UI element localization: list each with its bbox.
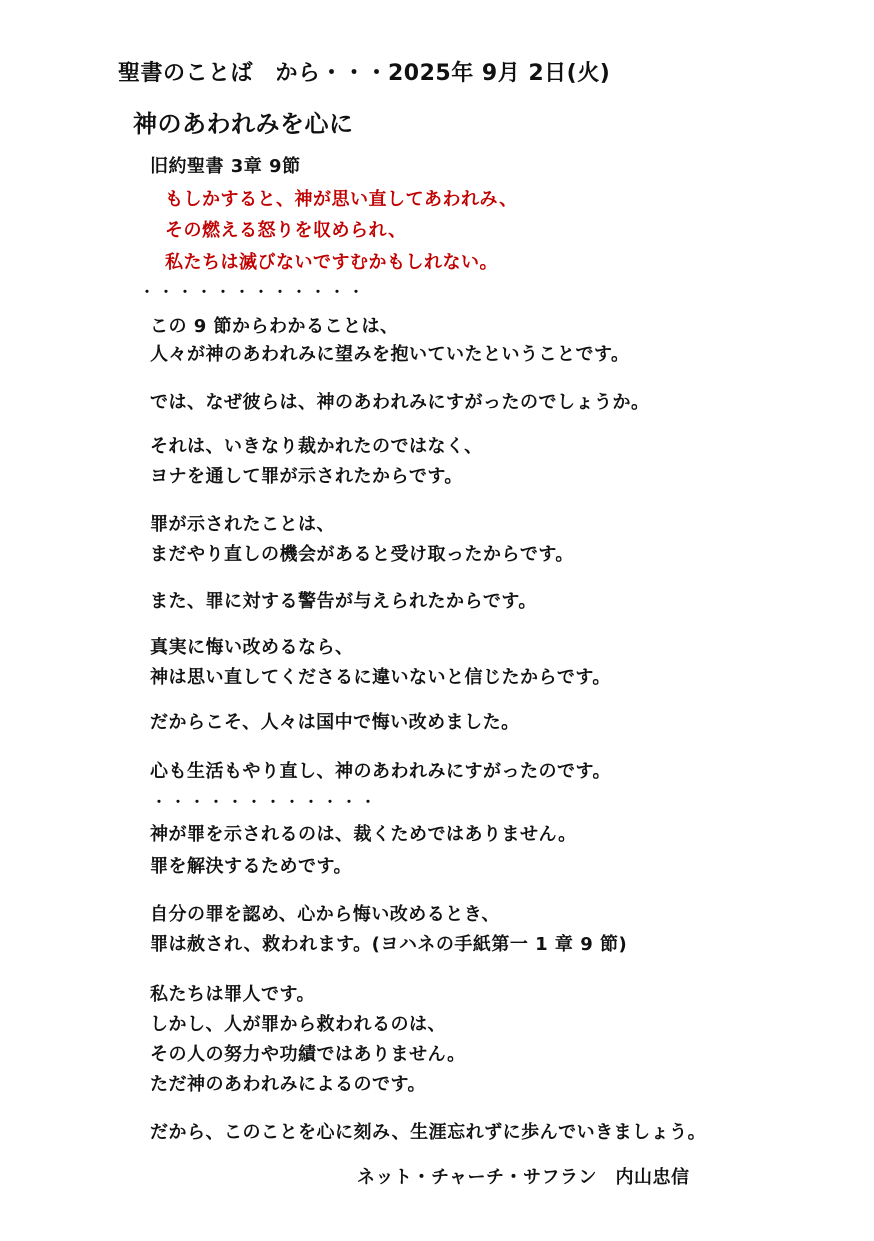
body-line: 神は思い直してくださるに違いないと信じたからです。 (150, 667, 611, 688)
body-line: この 9 節からわかることは、 (150, 316, 399, 337)
document-header: 聖書のことば から・・・2025年 9月 2日(火) (118, 61, 611, 86)
scripture-verse-line: その燃える怒りを収められ、 (165, 220, 407, 241)
body-line: 人々が神のあわれみに望みを抱いていたということです。 (150, 344, 630, 365)
body-line: しかし、人が罪から救われるのは、 (150, 1014, 446, 1035)
separator-dots: ・・・・・・・・・・・・ (140, 285, 368, 301)
scripture-verse-line: 私たちは滅びないですむかもしれない。 (165, 252, 498, 273)
body-line: 罪を解決するためです。 (150, 856, 353, 877)
body-line: ただ神のあわれみによるのです。 (150, 1074, 427, 1095)
body-line: 自分の罪を認め、心から悔い改めるとき、 (150, 904, 501, 925)
scripture-verse-line: もしかすると、神が思い直してあわれみ、 (165, 189, 518, 210)
scripture-reference: 旧約聖書 3章 9節 (150, 156, 301, 177)
body-line: 罪は赦され、救われます。(ヨハネの手紙第一 1 章 9 節) (150, 934, 628, 955)
body-line: だからこそ、人々は国中で悔い改めました。 (150, 712, 520, 733)
separator-dots: ・・・・・・・・・・・・ (152, 795, 380, 811)
body-line: 心も生活もやり直し、神のあわれみにすがったのです。 (150, 761, 612, 782)
signature: ネット・チャーチ・サフラン 内山忠信 (357, 1167, 690, 1188)
body-line: 私たちは罪人です。 (150, 984, 316, 1005)
document-title: 神のあわれみを心に (133, 110, 354, 138)
body-line: 真実に悔い改めるなら、 (150, 637, 354, 658)
body-line: 神が罪を示されるのは、裁くためではありません。 (150, 824, 577, 845)
body-line: ヨナを通して罪が示されたからです。 (150, 466, 463, 487)
body-line: それは、いきなり裁かれたのではなく、 (150, 436, 483, 457)
body-line: だから、このことを心に刻み、生涯忘れずに歩んでいきましょう。 (150, 1122, 707, 1143)
body-line: 罪が示されたことは、 (150, 514, 335, 535)
body-line: また、罪に対する警告が与えられたからです。 (150, 591, 537, 612)
body-line: では、なぜ彼らは、神のあわれみにすがったのでしょうか。 (150, 392, 650, 413)
body-line: その人の努力や功績ではありません。 (150, 1044, 466, 1065)
body-line: まだやり直しの機会があると受け取ったからです。 (150, 544, 574, 565)
